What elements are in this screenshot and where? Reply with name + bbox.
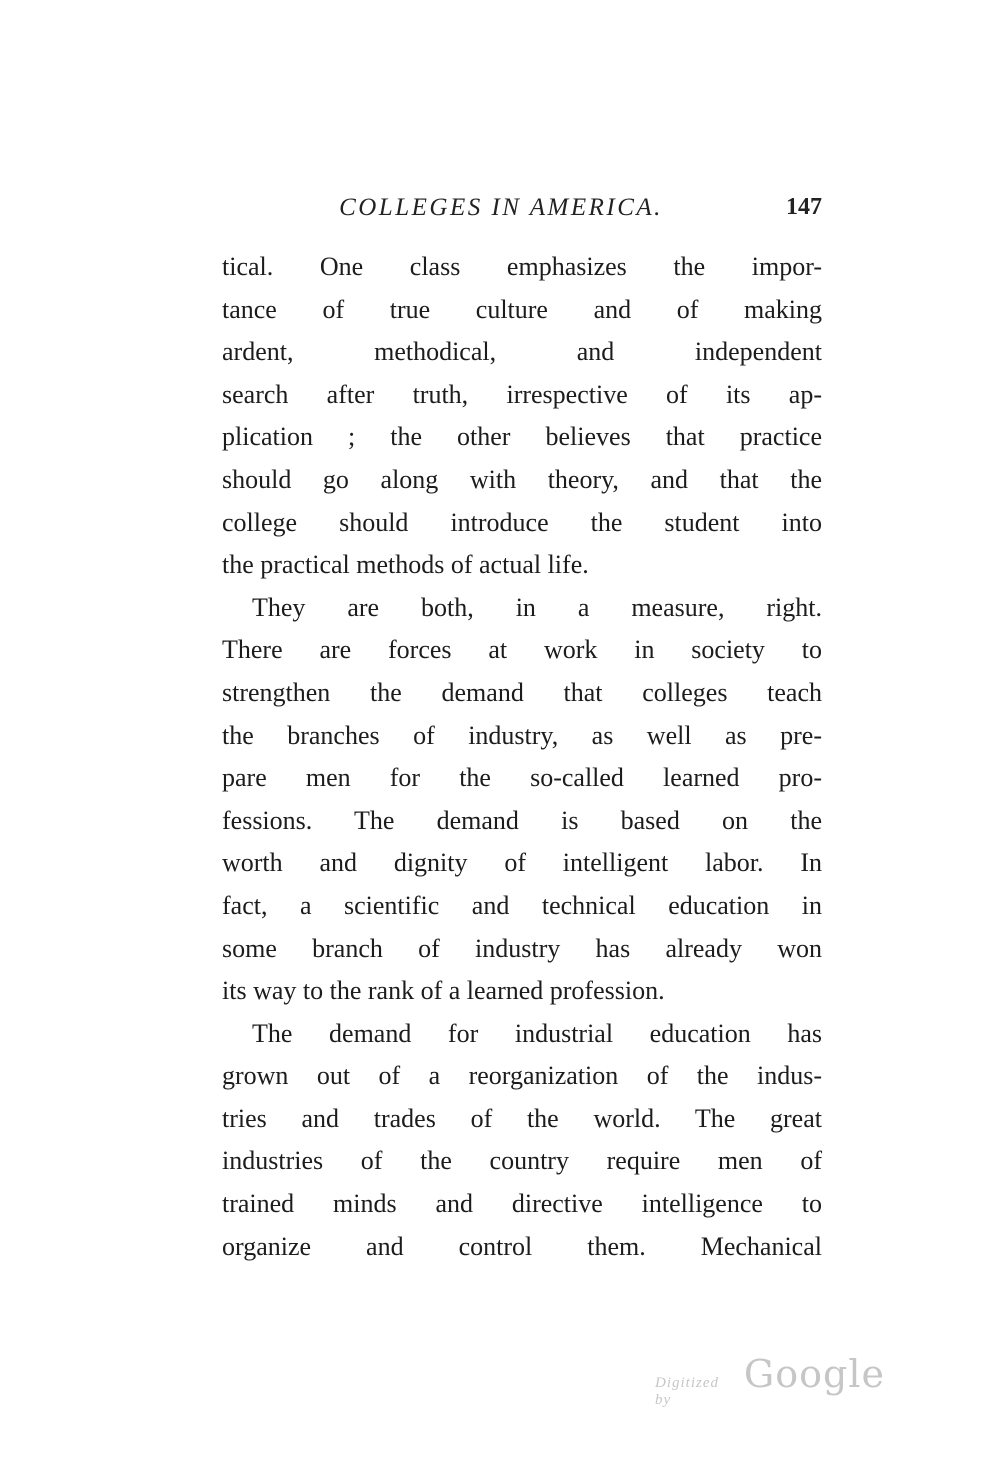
- text-line: tical. One class emphasizes the impor-: [222, 252, 822, 281]
- running-title: COLLEGES IN AMERICA.: [339, 194, 663, 221]
- watermark-prefix: Digitized by: [655, 1375, 719, 1408]
- text-line: some branch of industry has already won: [222, 933, 822, 963]
- text-line: pare men for the so-called learned pro-: [222, 763, 822, 793]
- text-line: fessions. The demand is based on the: [222, 805, 822, 835]
- text-line: They are both, in a measure, right.: [252, 592, 822, 622]
- text-line: its way to the rank of a learned profession.: [222, 976, 665, 1006]
- google-logo-text: Google: [743, 1352, 885, 1396]
- body-text: [222, 246, 822, 1268]
- text-line: worth and dignity of intelligent labor. In: [222, 848, 822, 878]
- text-line: the branches of industry, as well as pre-: [222, 720, 822, 750]
- page-number: 147: [786, 194, 822, 220]
- text-line: college should introduce the student into: [222, 507, 822, 537]
- text-line: grown out of a reorganization of the indus-: [222, 1061, 822, 1091]
- text-line: fact, a scientific and technical education in: [222, 890, 822, 920]
- text-line: search after truth, irrespective of its ap-: [222, 379, 822, 409]
- text-line: plication ; the other believes that practice: [222, 422, 822, 452]
- text-line: trained minds and directive intelligence to: [222, 1189, 822, 1219]
- text-line: the practical methods of actual life.: [222, 550, 589, 580]
- text-line: There are forces at work in society to: [222, 635, 822, 665]
- digitized-by-google-watermark: [655, 1352, 885, 1409]
- text-line: ardent, methodical, and independent: [222, 337, 822, 367]
- text-line: organize and control them. Mechanical: [222, 1231, 822, 1261]
- text-line: industries of the country require men of: [222, 1146, 822, 1176]
- text-line: The demand for industrial education has: [252, 1018, 822, 1048]
- text-line: tance of true culture and of making: [222, 294, 822, 324]
- text-line: tries and trades of the world. The great: [222, 1103, 822, 1133]
- text-line: strengthen the demand that colleges teach: [222, 677, 822, 707]
- text-line: should go along with theory, and that the: [222, 464, 822, 494]
- page-header: [222, 194, 822, 228]
